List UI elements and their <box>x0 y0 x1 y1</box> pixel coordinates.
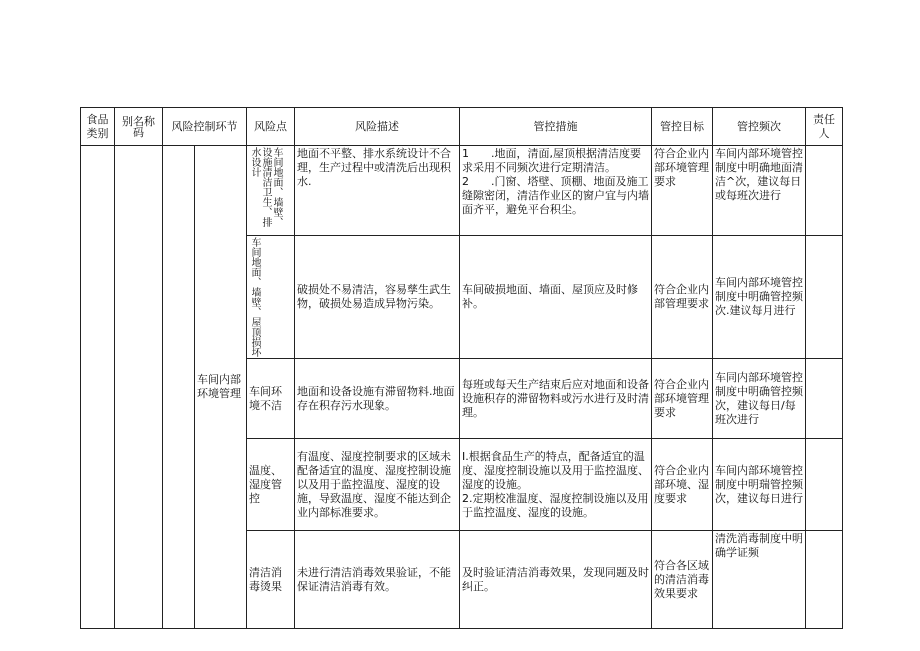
risk-point: 车间地面、墙壁、屋顶损坏 <box>249 237 260 357</box>
header-risk-description: 风险描述 <box>295 108 460 146</box>
control-frequency: 清洗消毒制度中明确学证频 <box>713 531 806 629</box>
owner-cell <box>806 236 843 359</box>
header-row <box>81 108 843 146</box>
risk-control-table <box>80 107 843 629</box>
header-control-link: 风险控制环节 <box>163 108 247 146</box>
control-frequency: 车同内部环境管控制度中明确管控频次，建议每日/每班次进行 <box>713 359 806 439</box>
risk-description: 未进行清洁消毒效果验证，不能保证清洁消毒有效。 <box>295 531 460 629</box>
header-control-measures: 管控措施 <box>460 108 652 146</box>
risk-point: 车间环境不洁 <box>247 359 295 439</box>
owner-cell <box>806 359 843 439</box>
control-goal: 符合企业内部环境管理要求 <box>652 359 713 439</box>
control-frequency: 车间内部环境管控制度中明确管控频次.建议每月进行 <box>713 236 806 359</box>
food-category-cell <box>81 146 115 629</box>
risk-description: 破损处不易清洁，容易孳生武生物，破损处易造成异物污染。 <box>295 236 460 359</box>
risk-point: 车间地面、墙壁、设施清洁卫生、排水设计 <box>249 147 282 227</box>
control-frequency: 车间内部环境管控制度中明确地面清洁^次，建议每日或每班次进行 <box>713 146 806 236</box>
control-measures: I.根据食品生产的特点，配备适宜的温度、湿度控制设施以及用于监控温度、湿度的设施。 2.定期校准温度、湿度控制设施以及用于监控温度、湿度的设施。 <box>460 439 652 531</box>
control-goal: 符合各区域的清洁消毒效果要求 <box>652 531 713 629</box>
header-food-category: 食品类别 <box>81 108 115 146</box>
control-goal: 符合企业内部管理要求 <box>652 236 713 359</box>
risk-point: 清洁消毒烫果 <box>247 531 295 629</box>
header-control-frequency: 管控频次 <box>713 108 806 146</box>
risk-control-document <box>80 107 842 600</box>
header-risk-point: 风险点 <box>247 108 295 146</box>
header-control-goal: 管控目标 <box>652 108 713 146</box>
control-link-blank-cell <box>163 146 195 629</box>
risk-point: 温度、湿度管控 <box>247 439 295 531</box>
risk-description: 有温度、湿度控制要求的区域未配备适宜的温度、湿度控制设施以及用于监控温度、湿度的设施，导致温度、湿度不能达到企业内部标准要求。 <box>295 439 460 531</box>
control-frequency: 车间内部环境管控制度中明瑞管控频次，建议每日进行 <box>713 439 806 531</box>
header-category-name: 别名称码 <box>115 108 163 146</box>
control-measures: 每班或每天生产结束后应对地面和设备设施积存的滞留物料或污水进行及时清理。 <box>460 359 652 439</box>
owner-cell <box>806 146 843 236</box>
category-name-cell <box>115 146 163 629</box>
control-goal: 符合企业内部环境、湿度要求 <box>652 439 713 531</box>
owner-cell <box>806 439 843 531</box>
table-row <box>81 146 843 236</box>
section-label: 车间内部环境管理 <box>195 146 247 629</box>
control-goal: 符合企业内部环境管理要求 <box>652 146 713 236</box>
risk-description: 地面不平整、排水系统设计不合理，生产过程中或清洗后出现积水. <box>295 146 460 236</box>
control-measures: 1 .地面，清面,屋顶根据清洁度要求采用不同频次进行定期清洁。 2 .门窗、塔壁、顶棚、地面及施工缝隙密闭，清洁作业区的窗户宜与内墙面齐平，避免平台积尘。 <box>460 146 652 236</box>
control-measures: 车间破损地面、墙面、屋顶应及时修补。 <box>460 236 652 359</box>
control-measures: 及时验证清洁消毒效果，发现同题及时纠正。 <box>460 531 652 629</box>
header-owner: 责任人 <box>806 108 843 146</box>
risk-description: 地面和设备设施有滞留物料.地面存在积存污水现象。 <box>295 359 460 439</box>
owner-cell <box>806 531 843 629</box>
